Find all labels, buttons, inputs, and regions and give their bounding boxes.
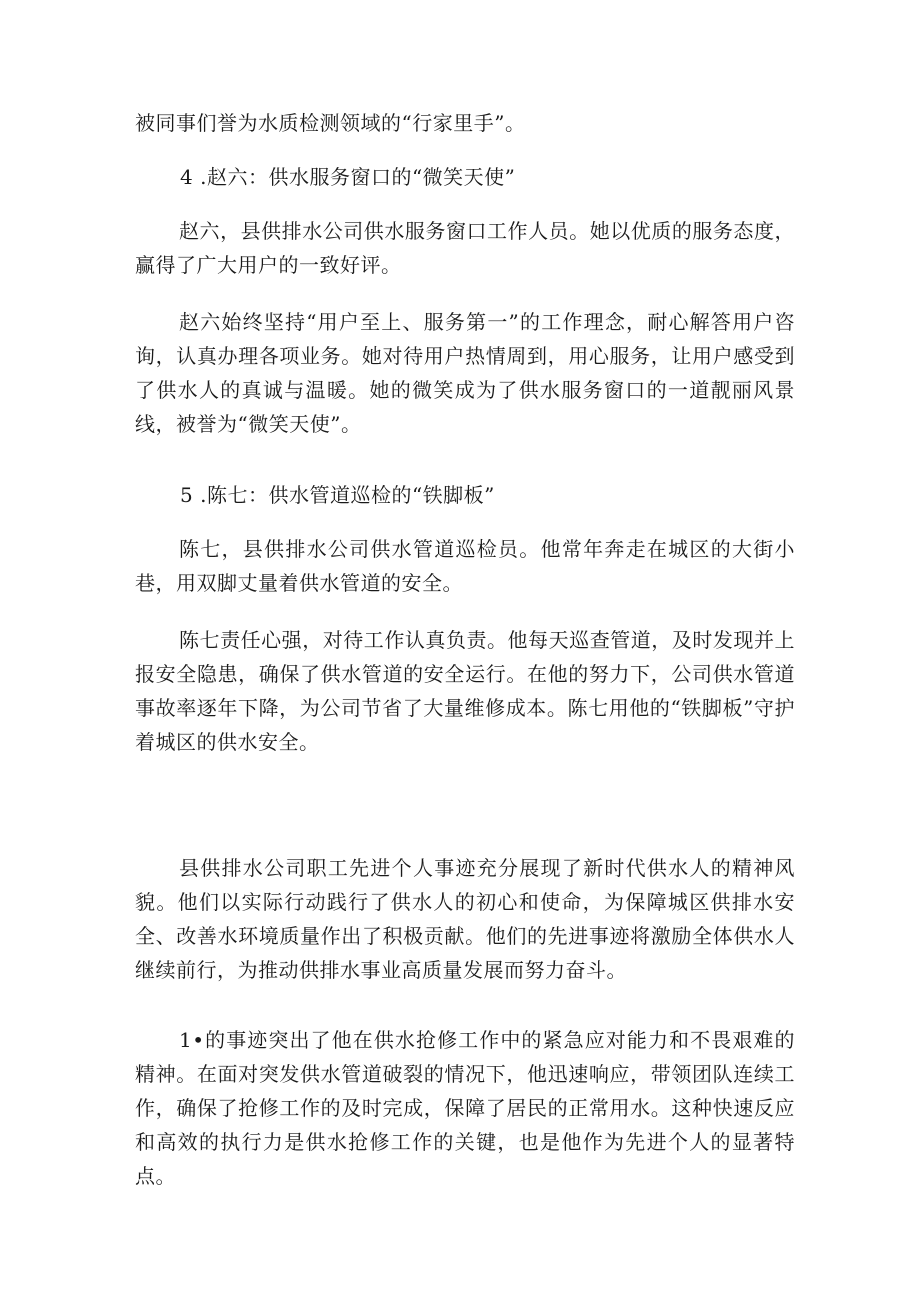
- paragraph: 赵六始终坚持“用户至上、服务第一”的工作理念，耐心解答用户咨询，认真办理各项业务。她对待用户热情周到，用心服务，让用户感受到了供水人的真诚与温暖。她的微笑成为了供水服务窗口的一道靓丽风景线，被誉为“微笑天使”。: [135, 310, 795, 436]
- section-heading-4: 4 .赵六：供水服务窗口的“微笑天使”: [180, 165, 516, 189]
- paragraph: 陈七，县供排水公司供水管道巡检员。他常年奔走在城区的大街小巷，用双脚丈量着供水管道的安全。: [135, 537, 795, 595]
- paragraph-continuation: 被同事们誉为水质检测领域的“行家里手”。: [135, 111, 526, 135]
- section-heading-5: 5 .陈七：供水管道巡检的“铁脚板”: [180, 483, 495, 507]
- summary-paragraph: 县供排水公司职工先进个人事迹充分展现了新时代供水人的精神风貌。他们以实际行动践行了供水人的初心和使命，为保障城区供排水安全、改善水环境质量作出了积极贡献。他们的先进事迹将激励全体供水人继续前行，为推动供排水事业高质量发展而努力奋斗。: [135, 856, 795, 982]
- analysis-paragraph: 1•的事迹突出了他在供水抢修工作中的紧急应对能力和不畏艰难的精神。在面对突发供水管道破裂的情况下，他迅速响应，带领团队连续工作，确保了抢修工作的及时完成，保障了居民的正常用水。这种快速反应和高效的执行力是供水抢修工作的关键，也是他作为先进个人的显著特点。: [135, 1028, 795, 1188]
- paragraph: 赵六，县供排水公司供水服务窗口工作人员。她以优质的服务态度，赢得了广大用户的一致好评。: [135, 219, 795, 277]
- paragraph: 陈七责任心强，对待工作认真负责。他每天巡查管道，及时发现并上报安全隐患，确保了供水管道的安全运行。在他的努力下，公司供水管道事故率逐年下降，为公司节省了大量维修成本。陈七用他的“铁脚板”守护着城区的供水安全。: [135, 628, 795, 754]
